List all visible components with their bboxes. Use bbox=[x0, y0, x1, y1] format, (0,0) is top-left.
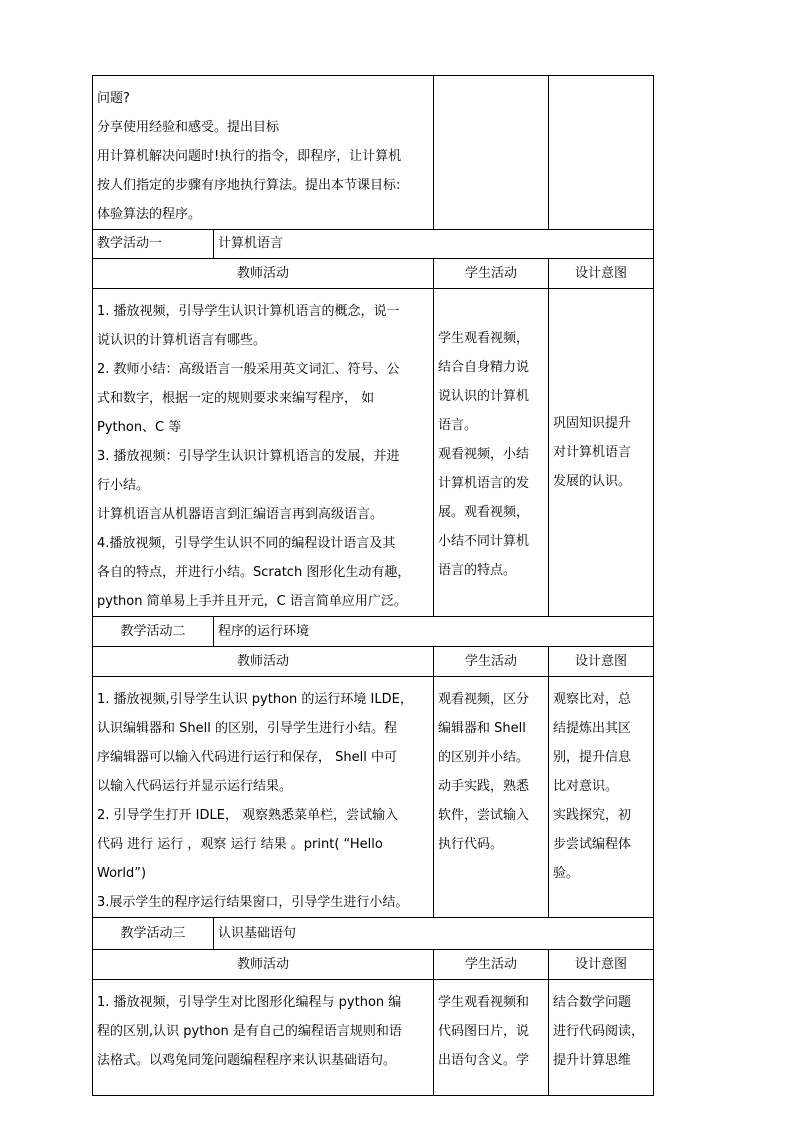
intro-student-cell bbox=[434, 76, 549, 230]
text-line: 1. 播放视频，引导学生认识计算机语言的概念，说一 bbox=[97, 304, 400, 319]
text-line: 计算机语言从机器语言到汇编语言再到高级语言。 bbox=[97, 507, 384, 522]
text-line: 巩固知识提升 bbox=[553, 416, 632, 431]
activity-body-row bbox=[93, 980, 654, 1096]
activity-label: 教学活动一 bbox=[93, 230, 214, 259]
text-line: 动手实践，熟悉 bbox=[438, 779, 530, 794]
text-line: 法格式。以鸡兔同笼问题编程程序来认识基础语句。 bbox=[97, 1053, 397, 1068]
text-line: 以输入代码运行并显示运行结果。 bbox=[97, 779, 293, 794]
column-header-row bbox=[93, 647, 654, 677]
design-intent-cell bbox=[549, 289, 654, 617]
text-line: 的区别并小结。 bbox=[438, 750, 530, 765]
text-line: 实践探究，初 bbox=[553, 808, 632, 823]
text-line: 结合自身精力说 bbox=[438, 360, 530, 375]
text-line: 结提炼出其区 bbox=[553, 721, 632, 736]
text-line: 对计算机语言 bbox=[553, 445, 632, 460]
activity-title: 认识基础语句 bbox=[214, 918, 654, 950]
text-line: 1. 播放视频,引导学生认识 python 的运行环境 ILDE， bbox=[97, 692, 413, 707]
student-activity-cell bbox=[434, 980, 549, 1096]
text-line: 验。 bbox=[553, 866, 580, 881]
text-line: 学生观看视频， bbox=[438, 331, 530, 346]
design-header: 设计意图 bbox=[549, 647, 654, 677]
text-line: 执行代码。 bbox=[438, 837, 504, 852]
text-line: 2. 引导学生打开 IDLE， 观察熟悉菜单栏，尝试输入 bbox=[97, 808, 399, 823]
text-line: 3.展示学生的程序运行结果窗口，引导学生进行小结。 bbox=[97, 895, 409, 910]
text-line: 软件，尝试输入 bbox=[438, 808, 530, 823]
text-line: 步尝试编程体 bbox=[553, 837, 632, 852]
text-line: 学生观看视频和 bbox=[438, 995, 530, 1010]
activity-label: 教学活动二 bbox=[93, 617, 214, 647]
text-line: 说认识的计算机语言有哪些。 bbox=[97, 333, 267, 348]
activity-title-row bbox=[93, 918, 654, 950]
text-line: 序编辑器可以输入代码进行运行和保存， Shell 中可 bbox=[97, 750, 397, 765]
intro-line: 问题? bbox=[97, 91, 130, 106]
intro-design-cell bbox=[549, 76, 654, 230]
text-line: 代码 进行 运行 ，观察 运行 结果 。print( “Hello bbox=[97, 837, 383, 852]
teacher-header: 教师活动 bbox=[93, 259, 434, 289]
design-header: 设计意图 bbox=[549, 950, 654, 980]
student-header: 学生活动 bbox=[434, 647, 549, 677]
activity-title-row bbox=[93, 230, 654, 259]
text-line: 观看视频，区分 bbox=[438, 692, 530, 707]
activity-body-row bbox=[93, 289, 654, 617]
design-intent-cell bbox=[549, 677, 654, 918]
text-line: 2. 教师小结：高级语言一般采用英文词汇、符号、公 bbox=[97, 362, 400, 377]
teacher-header: 教师活动 bbox=[93, 647, 434, 677]
text-line: 提升计算思维 bbox=[553, 1053, 632, 1068]
text-line: 比对意识。 bbox=[553, 779, 619, 794]
text-line: 1. 播放视频，引导学生对比图形化编程与 python 编 bbox=[97, 995, 402, 1010]
column-header-row bbox=[93, 259, 654, 289]
activity-label: 教学活动三 bbox=[93, 918, 214, 950]
teacher-activity-cell bbox=[93, 677, 434, 918]
text-line: 说认识的计算机 bbox=[438, 389, 530, 404]
text-line: 进行代码阅读， bbox=[553, 1024, 645, 1039]
text-line: 行小结。 bbox=[97, 478, 150, 493]
text-line: 代码图曰片，说 bbox=[438, 1024, 530, 1039]
intro-cell bbox=[93, 76, 434, 230]
text-line: 展。观看视频， bbox=[438, 505, 530, 520]
intro-line: 按人们指定的步骤有序地执行算法。提出本节课目标: bbox=[97, 178, 401, 193]
intro-line: 分享使用经验和感受。提出目标 bbox=[97, 120, 280, 135]
text-line: 小结不同计算机 bbox=[438, 534, 530, 549]
text-line: python 简单易上手并且开元，C 语言简单应用广泛。 bbox=[97, 594, 407, 609]
student-header: 学生活动 bbox=[434, 950, 549, 980]
column-header-row bbox=[93, 950, 654, 980]
activity-title: 计算机语言 bbox=[214, 230, 654, 259]
lesson-plan-table bbox=[92, 75, 654, 1096]
text-line: 结合数学问题 bbox=[553, 995, 632, 1010]
text-line: 发展的认识。 bbox=[553, 474, 632, 489]
text-line: 观察比对，总 bbox=[553, 692, 632, 707]
intro-row bbox=[93, 76, 654, 230]
student-activity-cell bbox=[434, 289, 549, 617]
text-line: 语言的特点。 bbox=[438, 563, 517, 578]
text-line: Python、C 等 bbox=[97, 420, 182, 435]
text-line: 编辑器和 Shell bbox=[438, 721, 526, 736]
text-line: World”) bbox=[97, 866, 147, 881]
intro-line: 体验算法的程序。 bbox=[97, 207, 202, 222]
text-line: 程的区别,认识 python 是有自己的编程语言规则和语 bbox=[97, 1024, 402, 1039]
text-line: 语言。 bbox=[438, 418, 478, 433]
text-line: 式和数字，根据一定的规则要求来编写程序， 如 bbox=[97, 391, 375, 406]
activity-title-row bbox=[93, 617, 654, 647]
activity-body-row bbox=[93, 677, 654, 918]
student-activity-cell bbox=[434, 677, 549, 918]
teacher-activity-cell bbox=[93, 980, 434, 1096]
text-line: 出语句含义。学 bbox=[438, 1053, 530, 1068]
design-intent-cell bbox=[549, 980, 654, 1096]
text-line: 认识编辑器和 Shell 的区别，引导学生进行小结。程 bbox=[97, 721, 397, 736]
text-line: 4.播放视频，引导学生认识不同的编程设计语言及其 bbox=[97, 536, 396, 551]
intro-line: 用计算机解决问题时!执行的指令，即程序，让计算机 bbox=[97, 149, 402, 164]
text-line: 计算机语言的发 bbox=[438, 476, 530, 491]
text-line: 3. 播放视频：引导学生认识计算机语言的发展，并进 bbox=[97, 449, 400, 464]
text-line: 别，提升信息 bbox=[553, 750, 632, 765]
text-line: 观看视频，小结 bbox=[438, 447, 530, 462]
student-header: 学生活动 bbox=[434, 259, 549, 289]
teacher-header: 教师活动 bbox=[93, 950, 434, 980]
text-line: 各自的特点，并进行小结。Scratch 图形化生动有趣， bbox=[97, 565, 411, 580]
design-header: 设计意图 bbox=[549, 259, 654, 289]
teacher-activity-cell bbox=[93, 289, 434, 617]
activity-title: 程序的运行环境 bbox=[214, 617, 654, 647]
